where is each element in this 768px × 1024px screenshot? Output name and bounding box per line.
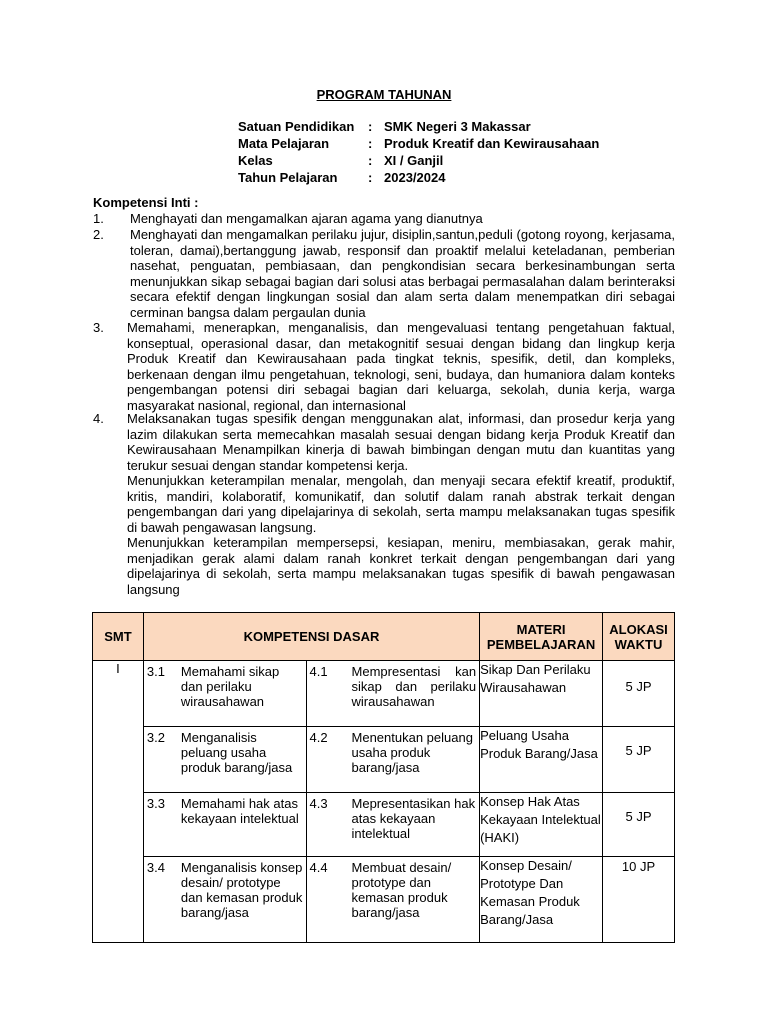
document-title: PROGRAM TAHUNAN xyxy=(316,87,452,102)
meta-colon: : xyxy=(368,170,373,185)
kd4-text: Membuat desain/ prototype dan kemasan produk barang/jasa xyxy=(351,860,452,920)
materi-cell: Sikap Dan Perilaku Wirausahawan xyxy=(480,661,603,727)
ki-number: 1. xyxy=(93,211,104,226)
alokasi-cell: 10 JP xyxy=(603,857,675,943)
kd4-number: 4.1 xyxy=(309,664,328,679)
alokasi-cell: 5 JP xyxy=(603,661,675,727)
kd4-number: 4.3 xyxy=(309,796,328,811)
kd3-cell xyxy=(143,661,306,727)
kd4-cell xyxy=(306,727,480,793)
ki-item-2: Menghayati dan mengamalkan perilaku jujur, disiplin,santun,peduli (gotong royong, kerjasama, toleran, damai),bertanggung jawab, responsif dan proaktif melalui keteladanan, pemberian nasehat, penguatan, pembiasaan, dan pengkondisian secara berkesinambungan serta menunjukkan sikap sebagai bagian dari solusi atas berbagai permasalahan dalam berinteraksi secara efektif dengan lingkungan sosial dan alam serta dalam menempatkan diri sebagai cerminan bangsa dalam pergaulan dunia xyxy=(130,227,675,320)
meta-row xyxy=(238,135,599,152)
kd3-text: Menganalisis peluang usaha produk barang/jasa xyxy=(180,730,293,775)
ki-item-4: Melaksanakan tugas spesifik dengan menggunakan alat, informasi, dan prosedur kerja yang lazim dilakukan serta memecahkan masalah sesuai dengan bidang kerja Produk Kreatif dan Kewirausahaan Menampilkan kinerja di bawah bimbingan dengan mutu dan kuantitas yang terukur sesuai dengan standar kompetensi kerja. xyxy=(127,411,675,473)
kd3-number: 3.3 xyxy=(146,796,165,811)
meta-value: 2023/2024 xyxy=(384,170,446,185)
meta-label: Tahun Pelajaran xyxy=(238,170,338,185)
ki-heading: Kompetensi Inti : xyxy=(93,195,199,210)
kd3-number: 3.1 xyxy=(146,664,165,679)
alokasi-cell: 5 JP xyxy=(603,727,675,793)
identity-block xyxy=(238,118,599,186)
meta-label: Mata Pelajaran xyxy=(238,136,330,151)
kd4-cell xyxy=(306,857,480,943)
kd4-number: 4.2 xyxy=(309,730,328,745)
kd3-text: Memahami hak atas kekayaan intelektual xyxy=(180,796,299,826)
meta-value: Produk Kreatif dan Kewirausahaan xyxy=(384,136,600,151)
ki-item-1: Menghayati dan mengamalkan ajaran agama yang dianutnya xyxy=(130,211,483,226)
alokasi-cell: 5 JP xyxy=(603,793,675,857)
meta-row xyxy=(238,152,599,169)
meta-row xyxy=(238,118,599,135)
ki-paragraph: Menunjukkan keterampilan mempersepsi, kesiapan, meniru, membiasakan, gerak mahir, menjadikan gerak alami dalam ranah konkret terkait dengan pengembangan dari yang dipelajarinya di sekolah, serta mampu melaksanakan tugas spesifik di bawah pengawasan langsung xyxy=(127,535,675,597)
kd4-text: Mempresentasi kan sikap dan perilaku wirausahawan xyxy=(351,664,477,709)
ki-number: 4. xyxy=(93,411,104,426)
ki-number: 2. xyxy=(93,227,104,242)
meta-row xyxy=(238,169,599,186)
materi-cell: Konsep Hak Atas Kekayaan Intelektual (HAKI) xyxy=(480,793,603,857)
ki-item-3: Memahami, menerapkan, menganalisis, dan mengevaluasi tentang pengetahuan faktual, konseptual, operasional dasar, dan metakognitif sesuai dengan bidang dan lingkup kerja Produk Kreatif dan Kewirausahaan pada tingkat teknis, spesifik, detil, dan kompleks, berkenaan dengan ilmu pengetahuan, teknologi, seni, budaya, dan humaniora dalam konteks pengembangan potensi diri sebagai bagian dari keluarga, sekolah, dunia kerja, warga masyarakat nasional, regional, dan internasional xyxy=(127,320,675,413)
ki-number: 3. xyxy=(93,320,104,335)
header-materi: MATERI PEMBELAJARAN xyxy=(480,613,603,661)
kd4-cell xyxy=(306,661,480,727)
meta-colon: : xyxy=(368,153,373,168)
table-row xyxy=(93,727,675,793)
kd3-cell xyxy=(143,793,306,857)
kd4-text: Menentukan peluang usaha produk barang/jasa xyxy=(351,730,473,775)
kd3-cell xyxy=(143,727,306,793)
header-kompetensi-dasar: KOMPETENSI DASAR xyxy=(143,613,479,661)
kd3-number: 3.4 xyxy=(146,860,165,875)
semester-cell: I xyxy=(93,661,144,943)
table-row xyxy=(93,661,675,727)
meta-colon: : xyxy=(368,136,373,151)
kd3-number: 3.2 xyxy=(146,730,165,745)
meta-label: Kelas xyxy=(238,153,273,168)
kd4-number: 4.4 xyxy=(309,860,328,875)
meta-colon: : xyxy=(368,119,373,134)
meta-label: Satuan Pendidikan xyxy=(238,119,355,134)
table-row xyxy=(93,857,675,943)
meta-value: XI / Ganjil xyxy=(384,153,444,168)
header-smt: SMT xyxy=(93,613,144,661)
table-row xyxy=(93,793,675,857)
materi-cell: Konsep Desain/ Prototype Dan Kemasan Produk Barang/Jasa xyxy=(480,857,603,943)
ki-paragraph: Menunjukkan keterampilan menalar, mengolah, dan menyaji secara efektif kreatif, produktif, kritis, mandiri, kolaboratif, komunikatif, dan solutif dalam ranah abstrak terkait dengan pengembangan dari yang dipelajarinya di sekolah, serta mampu melaksanakan tugas spesifik di bawah pengawasan langsung. xyxy=(127,473,675,535)
kd3-text: Memahami sikap dan perilaku wirausahawan xyxy=(180,664,280,709)
kd3-cell xyxy=(143,857,306,943)
kd-table xyxy=(92,612,675,943)
materi-cell: Peluang Usaha Produk Barang/Jasa xyxy=(480,727,603,793)
kd3-text: Menganalisis konsep desain/ prototype dan kemasan produk barang/jasa xyxy=(180,860,303,920)
kd4-cell xyxy=(306,793,480,857)
header-alokasi: ALOKASI WAKTU xyxy=(603,613,675,661)
kd4-text: Mepresentasikan hak atas kekayaan intelektual xyxy=(351,796,476,841)
table-header-row xyxy=(93,613,675,661)
meta-value: SMK Negeri 3 Makassar xyxy=(384,119,531,134)
